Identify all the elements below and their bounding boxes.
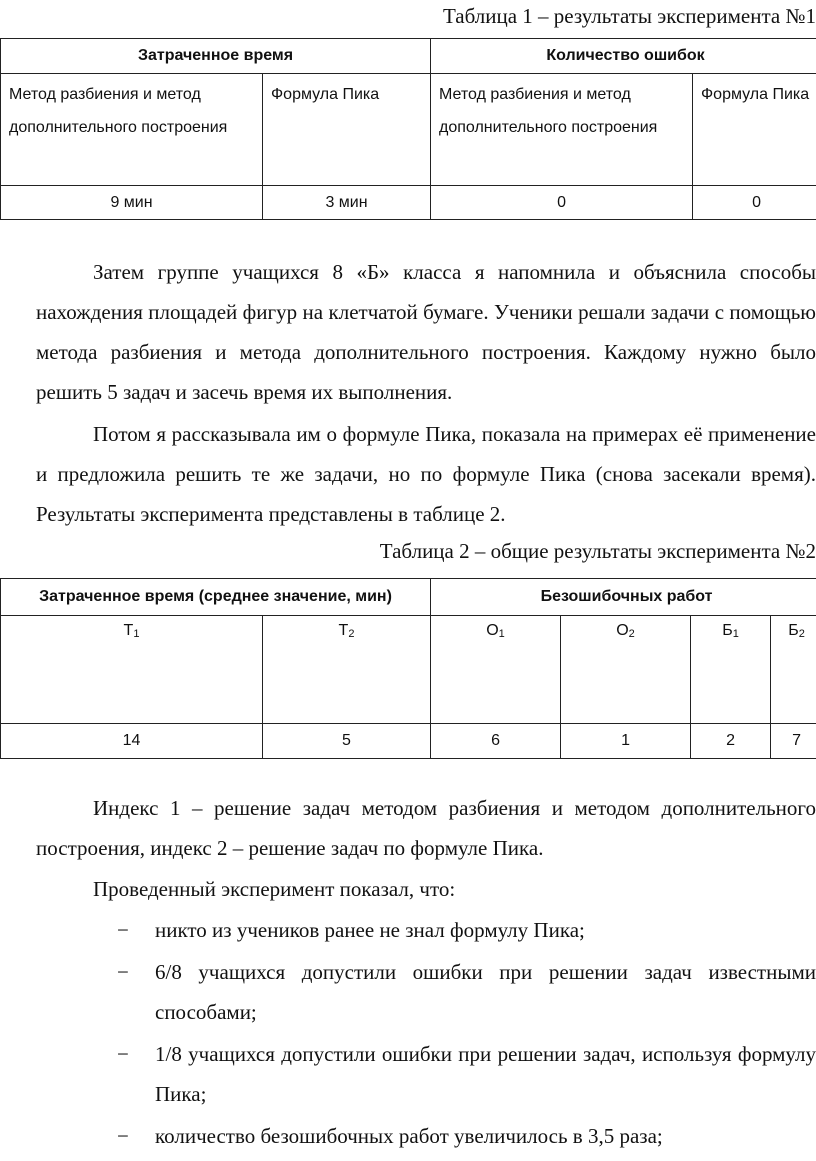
bullet-dash: − (117, 918, 129, 942)
table1-subheader-cell: Формула Пика (693, 74, 816, 186)
table2-value-cell: 2 (691, 724, 771, 759)
symbol-letter: Б (788, 622, 799, 639)
symbol-index: 1 (498, 628, 505, 640)
table2-header-flawless: Безошибочных работ (431, 579, 816, 616)
table2-symbol-cell (263, 616, 431, 724)
bullet-dash: − (117, 1042, 129, 1066)
table2-value-cell: 14 (1, 724, 263, 759)
table1 (0, 38, 816, 220)
symbol-letter: О (616, 622, 629, 639)
table1-value-cell: 0 (431, 186, 693, 220)
symbol-index: 2 (348, 628, 355, 640)
symbol-letter: Т (123, 622, 134, 639)
table2-symbol-cell (771, 616, 816, 724)
symbol-letter: Т (338, 622, 349, 639)
table1-subheader-cell: Формула Пика (263, 74, 431, 186)
table2-value-row (1, 724, 816, 759)
symbol-index: 2 (628, 628, 635, 640)
table1-caption: Таблица 1 – результаты эксперимента №1 (442, 4, 816, 28)
bullet-dash: − (117, 960, 129, 984)
list-item (0, 910, 816, 950)
list-item (0, 952, 816, 1032)
table2-symbol-row (1, 616, 816, 724)
table1-subheader-cell: Метод разбиения и метод дополнительного построения (431, 74, 693, 186)
paragraph-index-legend: Индекс 1 – решение задач методом разбиения и методом дополнительного построения, индекс 2 – решение задач по формуле Пика. (36, 796, 816, 860)
list-item (0, 1116, 816, 1156)
table2-symbol-cell (431, 616, 561, 724)
table2-symbol-cell (691, 616, 771, 724)
symbol-index: 1 (133, 628, 140, 640)
list-item (0, 1034, 816, 1114)
list-item-text: количество безошибочных работ увеличилось в 3,5 раза; (155, 1124, 663, 1148)
table1-value-cell: 3 мин (263, 186, 431, 220)
bullet-dash: − (117, 1124, 129, 1148)
table1-value-cell: 9 мин (1, 186, 263, 220)
table2-value-cell: 1 (561, 724, 691, 759)
list-item-text: 6/8 учащихся допустили ошибки при решении задач известными способами; (155, 960, 816, 1024)
symbol-letter: О (486, 622, 499, 639)
table2 (0, 578, 816, 759)
table2-header-time: Затраченное время (среднее значение, мин) (1, 579, 431, 616)
list-item-text: никто из учеников ранее не знал формулу Пика; (155, 918, 585, 942)
table2-value-cell: 7 (771, 724, 816, 759)
table2-value-cell: 5 (263, 724, 431, 759)
table1-header-row (1, 39, 816, 74)
results-list (0, 910, 816, 1158)
table2-header-row (1, 579, 816, 616)
table2-value-cell: 6 (431, 724, 561, 759)
table1-subheader-row (1, 74, 816, 186)
list-item-text: 1/8 учащихся допустили ошибки при решении задач, используя формулу Пика; (155, 1042, 816, 1106)
table1-value-row (1, 186, 816, 220)
table1-value-cell: 0 (693, 186, 816, 220)
table2-caption: Таблица 2 – общие результаты эксперимента №2 (379, 539, 816, 563)
table2-symbol-cell (561, 616, 691, 724)
paragraph-pick-formula: Потом я рассказывала им о формуле Пика, показала на примерах её применение и предложила решить те же задачи, но по формуле Пика (снова засекали время). Результаты эксперимента представлены в таблице 2. (36, 422, 816, 526)
table1-header-errors: Количество ошибок (431, 39, 816, 74)
symbol-index: 1 (732, 628, 739, 640)
table1-header-time: Затраченное время (1, 39, 431, 74)
paragraph-method-explanation: Затем группе учащихся 8 «Б» класса я напомнила и объяснила способы нахождения площадей фигур на клетчатой бумаге. Ученики решали задачи с помощью метода разбиения и метода дополнительного построения. Каждому нужно было решить 5 задач и засечь время их выполнения. (36, 260, 816, 404)
table1-subheader-cell: Метод разбиения и метод дополнительного построения (1, 74, 263, 186)
symbol-index: 2 (798, 628, 805, 640)
symbol-letter: Б (722, 622, 733, 639)
table2-symbol-cell (1, 616, 263, 724)
paragraph-experiment-result: Проведенный эксперимент показал, что: (93, 877, 456, 901)
